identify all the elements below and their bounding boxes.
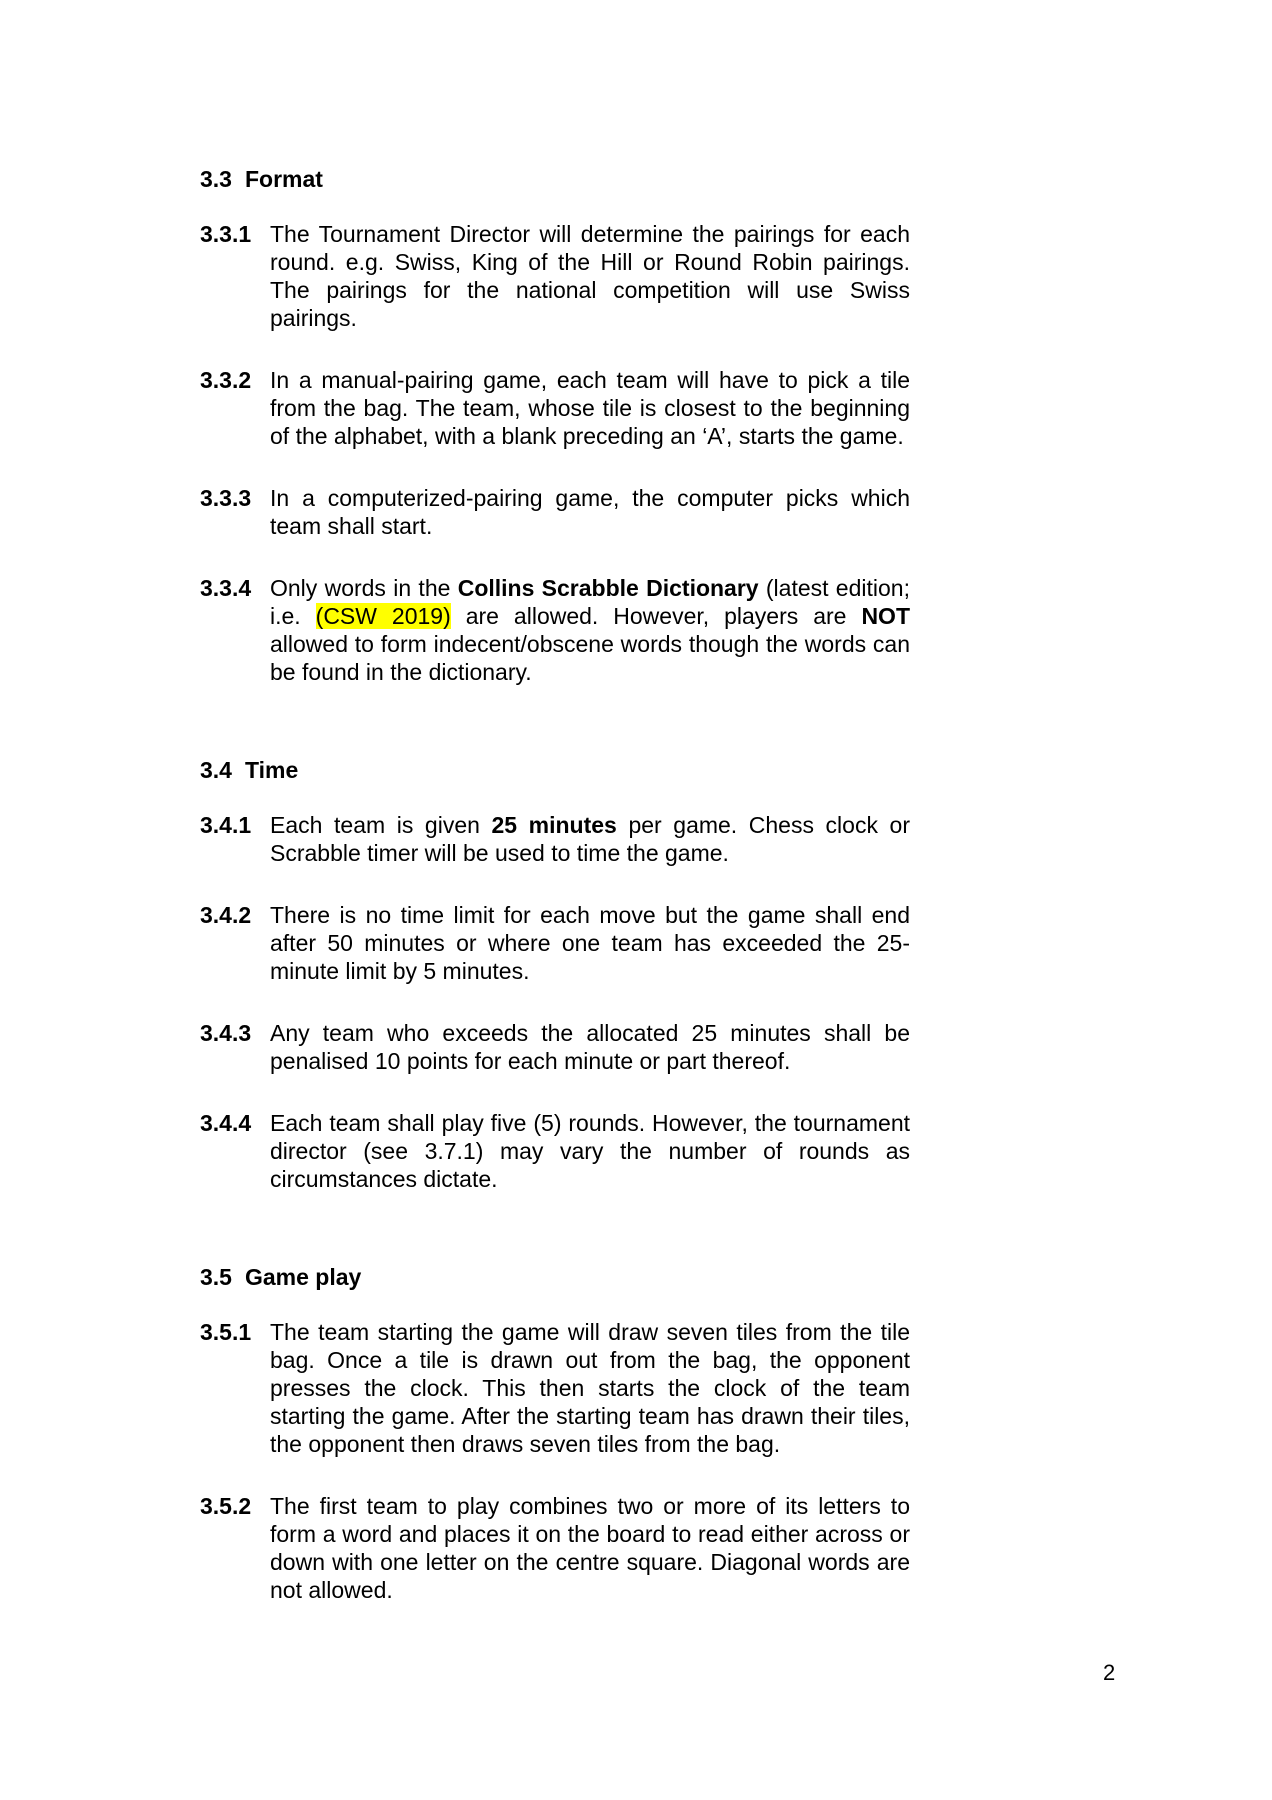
section-title: Format	[244, 166, 323, 192]
section-number: 3.3	[200, 166, 232, 192]
rule-number: 3.4.4	[200, 1110, 252, 1136]
rule-text: In a manual-pairing game, each team will have to pick a tile from the bag. The team, whose tile is closest to the beginning of the alphabet, with a blank preceding an ‘A’, starts the game.	[270, 367, 910, 449]
section-heading-time	[200, 756, 1272, 784]
rule-3-3-2	[200, 366, 1272, 450]
rule-number: 3.3.2	[200, 367, 252, 393]
rule-number: 3.5.2	[200, 1493, 252, 1519]
rule-3-4-4	[200, 1109, 1272, 1193]
section-heading-game-play	[200, 1263, 1272, 1291]
section-format	[200, 165, 1272, 686]
rule-text: The team starting the game will draw seven tiles from the tile bag. Once a tile is drawn out from the bag, the opponent presses the clock. This then starts the clock of the team starting the game. After the starting team has drawn their tiles, the opponent then draws seven tiles from the bag.	[270, 1319, 910, 1457]
rule-number: 3.3.3	[200, 485, 252, 511]
section-heading-format	[200, 165, 1272, 193]
rule-text: Any team who exceeds the allocated 25 minutes shall be penalised 10 points for each minute or part thereof.	[270, 1020, 910, 1074]
rule-3-3-4	[200, 574, 1272, 686]
rule-number: 3.4.1	[200, 812, 252, 838]
rule-text: Only words in the Collins Scrabble Dictionary (latest edition; i.e. (CSW 2019) are allowed. However, players are NOT allowed to form indecent/obscene words though the words can be found in the dictionary.	[270, 575, 910, 685]
rule-number: 3.3.1	[200, 221, 252, 247]
rule-text: The Tournament Director will determine the pairings for each round. e.g. Swiss, King of the Hill or Round Robin pairings. The pairings for the national competition will use Swiss pairings.	[270, 221, 910, 331]
rule-text: There is no time limit for each move but the game shall end after 50 minutes or where one team has exceeded the 25-minute limit by 5 minutes.	[270, 902, 910, 984]
section-title: Game play	[244, 1264, 362, 1290]
section-number: 3.4	[200, 757, 232, 783]
rule-3-5-2	[200, 1492, 1272, 1604]
rule-text: Each team shall play five (5) rounds. However, the tournament director (see 3.7.1) may vary the number of rounds as circumstances dictate.	[270, 1110, 910, 1192]
page-number: 2	[1103, 1660, 1116, 1685]
section-game-play	[200, 1263, 1272, 1604]
rule-3-4-1	[200, 811, 1272, 867]
rule-number: 3.4.2	[200, 902, 252, 928]
section-title: Time	[244, 757, 299, 783]
rule-text: The first team to play combines two or more of its letters to form a word and places it on the board to read either across or down with one letter on the centre square. Diagonal words are not allowed.	[270, 1493, 910, 1603]
rule-text: Each team is given 25 minutes per game. Chess clock or Scrabble timer will be used to time the game.	[270, 812, 910, 866]
section-time	[200, 756, 1272, 1193]
rule-number: 3.5.1	[200, 1319, 252, 1345]
rule-3-5-1	[200, 1318, 1272, 1458]
rule-text: In a computerized-pairing game, the computer picks which team shall start.	[270, 485, 910, 539]
rule-3-3-1	[200, 220, 1272, 332]
rule-3-3-3	[200, 484, 1272, 540]
rule-number: 3.3.4	[200, 575, 252, 601]
rule-3-4-2	[200, 901, 1272, 985]
rule-number: 3.4.3	[200, 1020, 252, 1046]
section-number: 3.5	[200, 1264, 232, 1290]
rule-3-4-3	[200, 1019, 1272, 1075]
